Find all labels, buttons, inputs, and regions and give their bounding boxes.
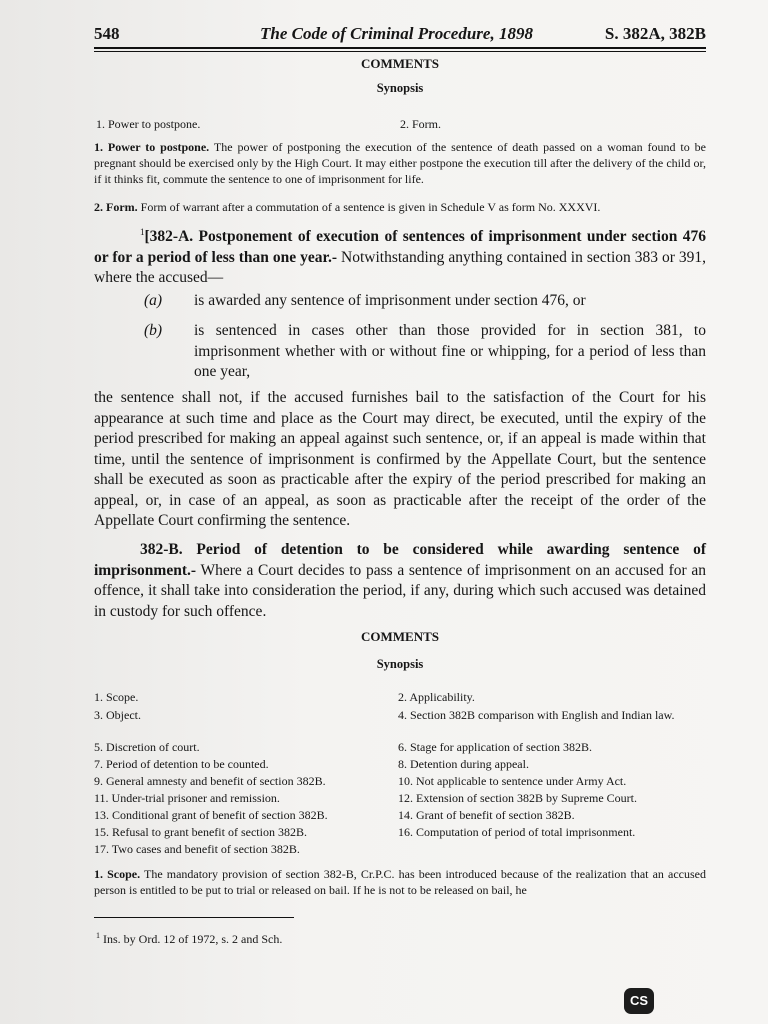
clause-text: is sentenced in cases other than those provided for in section 381, to imprisonment whether with or without fine or whipping, for a period of less than one year, [194,322,706,380]
clause-label: (b) [144,322,163,339]
section-reference: S. 382A, 382B [604,24,706,43]
synopsis-item: 15. Refusal to grant benefit of section 382B. [94,825,307,839]
section-382b [94,540,706,622]
synopsis-heading: Synopsis [376,81,424,95]
footnote-rule [94,917,294,918]
synopsis-item: 6. Stage for application of section 382B. [398,740,592,754]
footnote [96,928,282,947]
comment-text: The power of postponing the execution of the sentence of death passed on a woman found to be pregnant should be exercised only by the High Court. It may either postpone the execution till after the delivery of the child or, if it thinks fit, commute the sentence to one of imprisonment for life. [94,140,706,186]
comment-paragraph [94,139,706,187]
synopsis-item: 12. Extension of section 382B by Supreme Court. [398,791,637,805]
section-heading-text: 382-B. Period of detention to be considered while awarding sentence of imprisonment.- [94,541,706,579]
synopsis-heading: Synopsis [376,657,424,671]
comments-heading: COMMENTS [361,56,439,71]
section-body: the sentence shall not, if the accused furnishes bail to the satisfaction of the Court for his appearance at such time and place as the Court may direct, be executed, until the expiry of the period prescribed for making an appeal against such sentence, or, if an appeal is made within that time, until the sentence of imprisonment is confirmed by the Appellate Court, but the sentence shall be executed as soon as practicable after the expiry of the period prescribed for making an appeal, or, in case of an appeal, as soon as practicable after the receipt of the order of the Appellate Court confirming the sentence. [94,389,706,529]
synopsis-item: 4. Section 382B comparison with English and Indian law. [398,708,675,722]
footnote-text: Ins. by Ord. 12 of 1972, s. 2 and Sch. [103,932,283,946]
comment-lead: 1. Scope. [94,867,141,881]
synopsis-item: 2. Form. [400,117,442,131]
synopsis-item: 7. Period of detention to be counted. [94,757,269,771]
clause-label: (a) [144,292,163,309]
comment-text: Form of warrant after a commutation of a sentence is given in Schedule V as form No. XXXVI. [140,200,601,214]
synopsis-item: 3. Object. [94,708,141,722]
comment-paragraph [94,199,706,215]
synopsis-item: 1. Power to postpone. [96,117,201,131]
comment-lead: 1. Power to postpone. [94,140,210,154]
synopsis-item: 10. Not applicable to sentence under Army Act. [398,774,627,788]
footnote-marker: 1 [96,931,100,940]
synopsis-item: 2. Applicability. [398,690,475,704]
header-rule-thin [94,51,706,52]
synopsis-item: 11. Under-trial prisoner and remission. [94,791,280,805]
clause-text: is awarded any sentence of imprisonment under section 476, or [194,292,586,309]
synopsis-item: 1. Scope. [94,690,139,704]
comment-text: The mandatory provision of section 382-B, Cr.P.C. has been introduced because of the realization that an accused person is entitled to be put to trial or released on bail. If he is not to be released on bail, he [94,867,706,897]
synopsis-item: 17. Two cases and benefit of section 382B. [94,842,300,856]
synopsis-item: 13. Conditional grant of benefit of section 382B. [94,808,328,822]
book-title: The Code of Criminal Procedure, 1898 [260,24,533,43]
synopsis-item: 16. Computation of period of total imprisonment. [398,825,636,839]
synopsis-item: 9. General amnesty and benefit of section 382B. [94,774,326,788]
running-header [94,22,706,48]
header-rule [94,47,706,49]
section-heading-text: [382-A. Postponement of execution of sentences of imprisonment under section 476 or for a period of less than one year.- [94,228,706,266]
synopsis-item: 14. Grant of benefit of section 382B. [398,808,575,822]
comments-heading: COMMENTS [361,629,439,644]
synopsis-item: 5. Discretion of court. [94,740,200,754]
section-intro: Notwithstanding anything contained in section 383 or 391, where the accused— [94,248,707,287]
synopsis-item: 8. Detention during appeal. [398,757,529,771]
camscanner-badge-icon: CS [624,988,654,1014]
footnote-marker: 1 [140,227,145,237]
comment-lead: 2. Form. [94,200,138,214]
comment-paragraph [94,866,706,898]
section-body: Where a Court decides to pass a sentence of imprisonment on an accused for an offence, it shall take into consideration the period, if any, during which such accused was detained in custody for such offence. [94,561,706,620]
section-382a-heading [94,222,706,289]
page-number: 548 [94,24,120,43]
